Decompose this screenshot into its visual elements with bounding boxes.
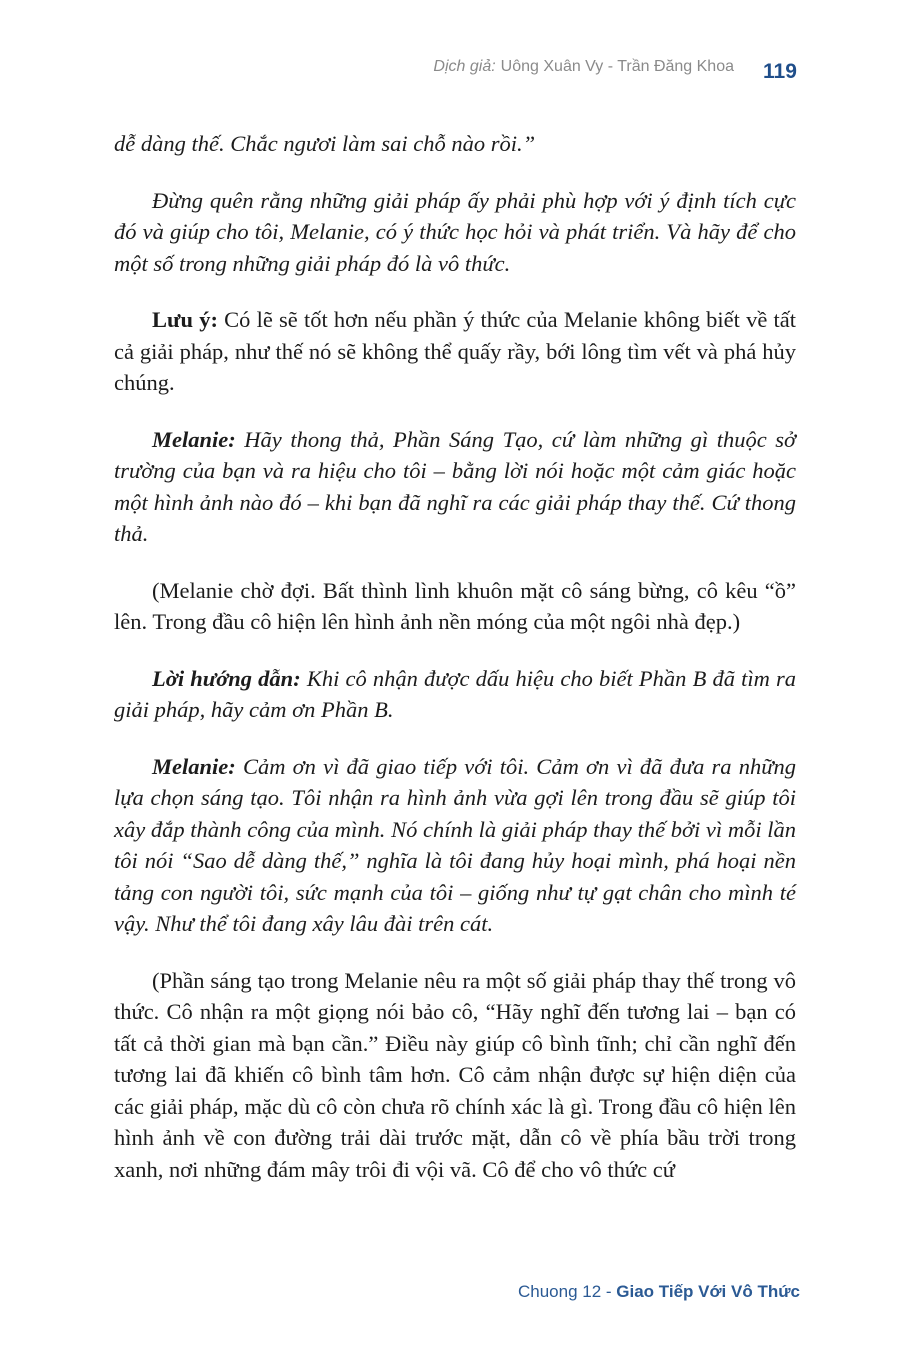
instruction-text: Khi cô nhận được dấu hiệu cho biết Phần B đã tìm ra giải pháp, hãy cảm ơn Phần B. [114, 665, 796, 722]
instruction-label: Lời hướng dẫn: [152, 665, 301, 691]
speaker-label: Melanie: [152, 426, 236, 452]
speaker-text: Cảm ơn vì đã giao tiếp với tôi. Cảm ơn vì đã đưa ra những lựa chọn sáng tạo. Tôi nhận ra hình ảnh vừa gợi lên trong đầu sẽ giúp tôi xây đắp thành công của mình. Nó chính là giải pháp thay thế bởi vì mỗi lần tôi nói “Sao dễ dàng thế,” nghĩa là tôi đang hủy hoại mình, phá hoại nền tảng con người tôi, sức mạnh của tôi – giống như tự gạt chân cho mình té vậy. Như thể tôi đang xây lâu đài trên cát. [114, 753, 796, 936]
paragraph: Đừng quên rằng những giải pháp ấy phải phù hợp với ý định tích cực đó và giúp cho tôi, Melanie, có ý thức học hỏi và phát triển. Và hãy để cho một số trong những giải pháp đó là vô thức. [114, 187, 796, 276]
paragraph: (Melanie chờ đợi. Bất thình lình khuôn mặt cô sáng bừng, cô kêu “ồ” lên. Trong đầu cô hiện lên hình ảnh nền móng của một ngôi nhà đẹp.) [114, 577, 796, 634]
paragraph: dễ dàng thế. Chắc ngươi làm sai chỗ nào rồi.” [114, 131, 536, 156]
paragraph: (Phần sáng tạo trong Melanie nêu ra một số giải pháp thay thế trong vô thức. Cô nhận ra một giọng nói bảo cô, “Hãy nghĩ đến tương lai – bạn có tất cả thời gian mà bạn cần.” Điều này giúp cô bình tĩnh; chỉ cần nghĩ đến tương lai đã khiến cô bình tâm hơn. Cô cảm nhận được sự hiện diện của các giải pháp, mặc dù cô còn chưa rõ chính xác là gì. Trong đầu cô hiện lên hình ảnh về con đường trải dài trước mặt, dẫn cô về phía bầu trời trong xanh, nơi những đám mây trôi đi vội vã. Cô để cho vô thức cứ [114, 967, 796, 1182]
chapter-number: Chuong 12 - [517, 1282, 617, 1301]
paragraph [114, 751, 796, 940]
paragraph [114, 424, 796, 550]
chapter-title: Giao Tiếp Với Vô Thức [616, 1282, 800, 1301]
page-body [114, 128, 796, 1210]
translator-names: Uông Xuân Vy - Trần Đăng Khoa [500, 58, 734, 75]
note-label: Lưu ý: [152, 307, 218, 332]
paragraph [114, 304, 796, 399]
note-text: Có lẽ sẽ tốt hơn nếu phần ý thức của Melanie không biết về tất cả giải pháp, như thế nó sẽ không thể quấy rầy, bới lông tìm vết và phá hủy chúng. [114, 307, 797, 395]
speaker-label: Melanie: [152, 753, 236, 779]
running-header [433, 58, 734, 76]
page-number: 119 [763, 60, 797, 83]
translator-label: Dịch giả: [433, 58, 496, 75]
paragraph [114, 663, 796, 726]
speaker-text: Hãy thong thả, Phần Sáng Tạo, cứ làm những gì thuộc sở trường của bạn và ra hiệu cho tôi – bằng lời nói hoặc một cảm giác hoặc một hình ảnh nào đó – khi bạn đã nghĩ ra các giải pháp thay thế. Cứ thong thả. [114, 426, 796, 546]
running-footer [518, 1282, 800, 1302]
